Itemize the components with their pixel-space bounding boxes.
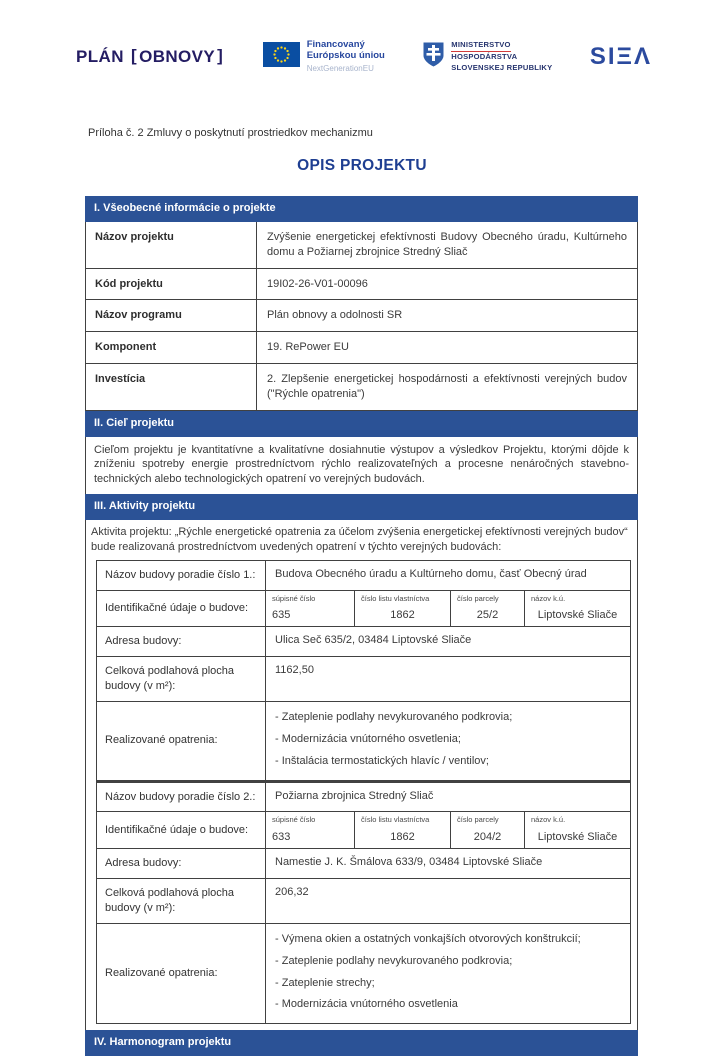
eu-text-line1: Financovaný (306, 39, 365, 50)
id-col-header: číslo listu vlastníctva (361, 815, 430, 825)
table-row (97, 626, 630, 656)
id-col-header: súpisné číslo (272, 815, 316, 825)
table-row (86, 300, 637, 332)
row-value: 2. Zlepšenie energetickej hospodárnosti a efektívnosti verejných budov ("Rýchle opatrenia") (256, 364, 637, 410)
logo-row (76, 40, 652, 73)
building-address: Namestie J. K. Šmálova 633/9, 03484 Liptovské Sliače (265, 849, 630, 878)
ministry-line2: HOSPODÁRSTVA (451, 52, 518, 62)
section-3-body (85, 520, 638, 1030)
id-col-value: 1862 (390, 830, 415, 843)
row-label: Názov budovy poradie číslo 2.: (105, 790, 256, 803)
row-label: Názov projektu (95, 230, 174, 243)
section-4-header: IV. Harmonogram projektu (85, 1030, 638, 1056)
table-row (97, 811, 630, 848)
bracket-left: [ (131, 45, 138, 65)
table-row (97, 848, 630, 878)
eu-funding-logo (263, 40, 385, 73)
building-2-table (96, 781, 631, 1025)
table-row (97, 590, 630, 627)
measure-item: - Inštalácia termostatických hlavíc / ventilov; (275, 754, 489, 767)
section-3-header: III. Aktivity projektu (85, 494, 638, 520)
table-row (97, 561, 630, 590)
table-row (86, 364, 637, 411)
row-value: Zvýšenie energetickej efektívnosti Budovy Obecného úradu, Kultúrneho domu a Požiarnej zbrojnice Stredný Sliač (256, 222, 637, 268)
row-label: Názov budovy poradie číslo 1.: (105, 568, 256, 581)
measure-item: - Zateplenie podlahy nevykurovaného podkrovia; (275, 711, 513, 723)
table-row (86, 222, 637, 269)
eu-text-line2: Európskou úniou (306, 49, 385, 61)
row-label: Investícia (95, 373, 146, 386)
building-address: Ulica Seč 635/2, 03484 Liptovské Sliače (265, 627, 630, 656)
row-label: Komponent (95, 341, 157, 354)
id-col-value: 204/2 (473, 830, 502, 843)
id-col-header: súpisné číslo (272, 593, 316, 603)
row-label: Identifikačné údaje o budove: (105, 823, 249, 836)
measure-item: - Zateplenie strechy; (275, 976, 375, 989)
plan-obnovy-logo (76, 47, 225, 67)
bracket-right: ] (217, 45, 224, 65)
slovak-crest-icon (422, 41, 445, 73)
measure-item: - Výmena okien a ostatných vonkajších otvorových konštrukcií; (275, 932, 581, 945)
activity-intro: Aktivita projektu: „Rýchle energetické opatrenia za účelom zvýšenia energetickej efektívnosti verejných budov“ bude realizovaná prostredníctvom uvedených opatrení v týchto verejných budovách: (91, 525, 628, 553)
id-col-value: Liptovské Sliače (537, 608, 618, 621)
section-1-header: I. Všeobecné informácie o projekte (85, 196, 638, 222)
plan-obnovy-word: PLÁN (76, 46, 124, 66)
row-label: Adresa budovy: (105, 635, 182, 648)
building-name: Budova Obecného úradu a Kultúrneho domu, časť Obecný úrad (265, 561, 630, 590)
project-table (85, 196, 638, 1056)
ministry-line1: MINISTERSTVO (451, 40, 510, 52)
building-name: Požiarna zbrojnica Stredný Sliač (265, 783, 630, 812)
building-area: 1162,50 (265, 657, 630, 701)
table-row (97, 878, 630, 923)
measure-item: - Modernizácia vnútorného osvetlenia (275, 998, 458, 1011)
id-col-header: číslo listu vlastníctva (361, 593, 430, 603)
eu-text-line3: NextGenerationEU (306, 63, 374, 73)
table-row (97, 923, 630, 1023)
ministry-logo (422, 40, 552, 73)
id-col-header: číslo parcely (457, 593, 499, 603)
id-col-header: názov k.ú. (531, 593, 566, 603)
table-row (97, 783, 630, 812)
attachment-note: Príloha č. 2 Zmluvy o poskytnutí prostriedkov mechanizmu (88, 127, 373, 139)
row-label: Názov programu (95, 309, 182, 322)
id-col-value: 25/2 (476, 608, 499, 621)
measure-item: - Zateplenie podlahy nevykurovaného podkrovia; (275, 954, 513, 967)
id-col-value: 633 (272, 830, 291, 843)
table-row (97, 701, 630, 780)
id-col-value: 635 (272, 608, 291, 621)
row-label: Identifikačné údaje o budove: (105, 602, 249, 615)
id-columns (265, 812, 630, 848)
page-title: OPIS PROJEKTU (297, 157, 427, 174)
section-1-rows (85, 222, 638, 411)
obnovy-word: OBNOVY (139, 46, 216, 66)
row-label: Realizované opatrenia: (105, 734, 218, 747)
building-area: 206,32 (265, 879, 630, 923)
id-col-header: číslo parcely (457, 815, 499, 825)
id-columns (265, 591, 630, 627)
id-col-value: 1862 (390, 608, 415, 621)
row-label: Adresa budovy: (105, 857, 182, 870)
row-value: 19. RePower EU (256, 332, 637, 363)
table-row (86, 332, 637, 364)
siea-wordmark: SIΞΛ (589, 42, 652, 70)
row-label: Realizované opatrenia: (105, 967, 218, 980)
siea-logo (590, 43, 652, 71)
row-label: Kód projektu (95, 277, 163, 290)
eu-flag-icon (263, 42, 300, 72)
id-col-value: Liptovské Sliače (537, 830, 618, 843)
measure-item: - Modernizácia vnútorného osvetlenia; (275, 732, 461, 745)
table-row (86, 269, 637, 301)
section-2-header: II. Cieľ projektu (85, 411, 638, 437)
row-label: Celková podlahová plocha budovy (v m²): (105, 887, 235, 915)
ministry-line3: SLOVENSKEJ REPUBLIKY (451, 62, 553, 72)
row-value: 19I02-26-V01-00096 (256, 269, 637, 300)
building-measures (265, 702, 630, 780)
row-value: Plán obnovy a odolnosti SR (256, 300, 637, 331)
section-2-body: Cieľom projektu je kvantitatívne a kvalitatívne dosiahnutie výstupov a výsledkov Projektu, ktorými dôjde k zníženiu spotreby energie prostredníctvom rýchlo realizovateľných a procesne nenáročných stavebno-technických alebo technologických opatrení vo verejných budovách. (85, 437, 638, 495)
id-col-header: názov k.ú. (531, 815, 566, 825)
row-label: Celková podlahová plocha budovy (v m²): (105, 665, 235, 693)
building-1-table (96, 560, 631, 781)
building-measures (265, 924, 630, 1023)
table-row (97, 656, 630, 701)
